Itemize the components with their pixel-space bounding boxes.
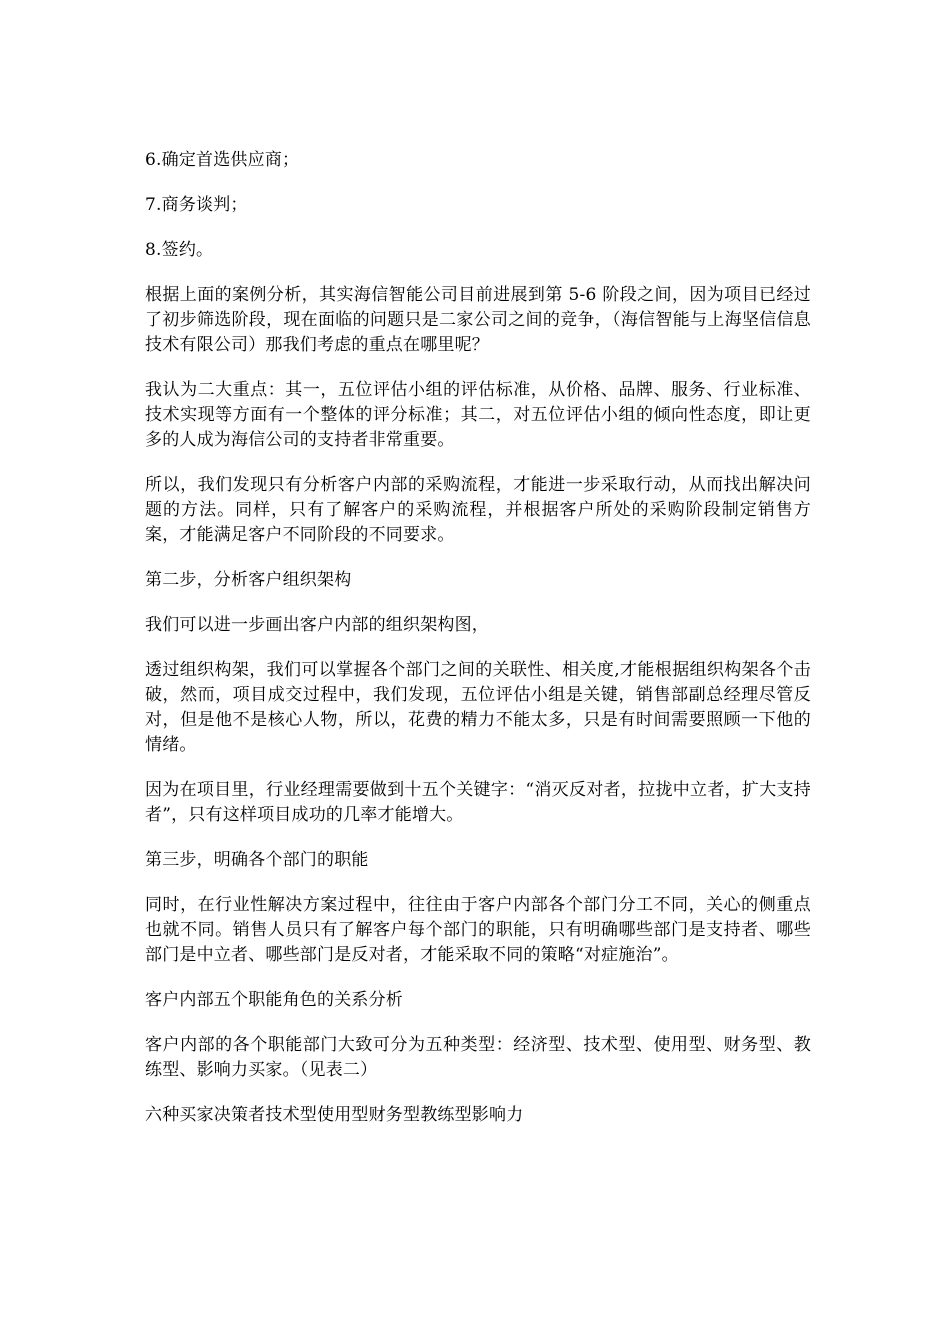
list-item-step-7: 7.商务谈判； xyxy=(145,195,248,215)
procurement-process-paragraph: 所以，我们发现只有分析客户内部的采购流程，才能进一步采取行动，从而找出解决问题的方法。同样，只有了解客户的采购流程，并根据客户所处的采购阶段制定销售方案，才能满足客户不同阶段的不同要求。 xyxy=(145,475,811,545)
list-item-step-8: 8.签约。 xyxy=(145,240,214,260)
document-body xyxy=(145,148,811,1148)
list-item-step-6: 6.确定首选供应商； xyxy=(145,150,300,170)
buyer-types-paragraph: 客户内部的各个职能部门大致可分为五种类型：经济型、技术型、使用型、财务型、教练型、影响力买家。（见表二） xyxy=(145,1035,811,1080)
keywords-paragraph: 因为在项目里，行业经理需要做到十五个关键字：“消灭反对者，拉拢中立者，扩大支持者”，只有这样项目成功的几率才能增大。 xyxy=(145,780,811,825)
department-functions-paragraph: 同时，在行业性解决方案过程中，往往由于客户内部各个部门分工不同，关心的侧重点也就不同。销售人员只有了解客户每个部门的职能，只有明确哪些部门是支持者、哪些部门是中立者、哪些部门是反对者，才能采取不同的策略“对症施治”。 xyxy=(145,895,811,965)
two-key-points-paragraph: 我认为二大重点：其一，五位评估小组的评估标准，从价格、品牌、服务、行业标准、技术实现等方面有一个整体的评分标准；其二，对五位评估小组的倾向性态度，即让更多的人成为海信公司的支持者非常重要。 xyxy=(145,380,811,450)
buyer-table-header-line: 六种买家决策者技术型使用型财务型教练型影响力 xyxy=(145,1105,524,1125)
step-three-heading: 第三步，明确各个部门的职能 xyxy=(145,850,369,870)
step-two-heading: 第二步，分析客户组织架构 xyxy=(145,570,352,590)
roles-analysis-heading: 客户内部五个职能角色的关系分析 xyxy=(145,990,403,1010)
case-analysis-paragraph: 根据上面的案例分析，其实海信智能公司目前进展到第 5-6 阶段之间，因为项目已经过了初步筛选阶段，现在面临的问题只是二家公司之间的竞争，（海信智能与上海坚信信息技术有限公司）那我们考虑的重点在哪里呢？ xyxy=(145,285,811,355)
org-chart-intro-paragraph: 我们可以进一步画出客户内部的组织架构图， xyxy=(145,615,489,635)
org-structure-paragraph: 透过组织构架，我们可以掌握各个部门之间的关联性、相关度,才能根据组织构架各个击破，然而，项目成交过程中，我们发现，五位评估小组是关键，销售部副总经理尽管反对，但是他不是核心人物，所以，花费的精力不能太多，只是有时间需要照顾一下他的情绪。 xyxy=(145,660,811,755)
